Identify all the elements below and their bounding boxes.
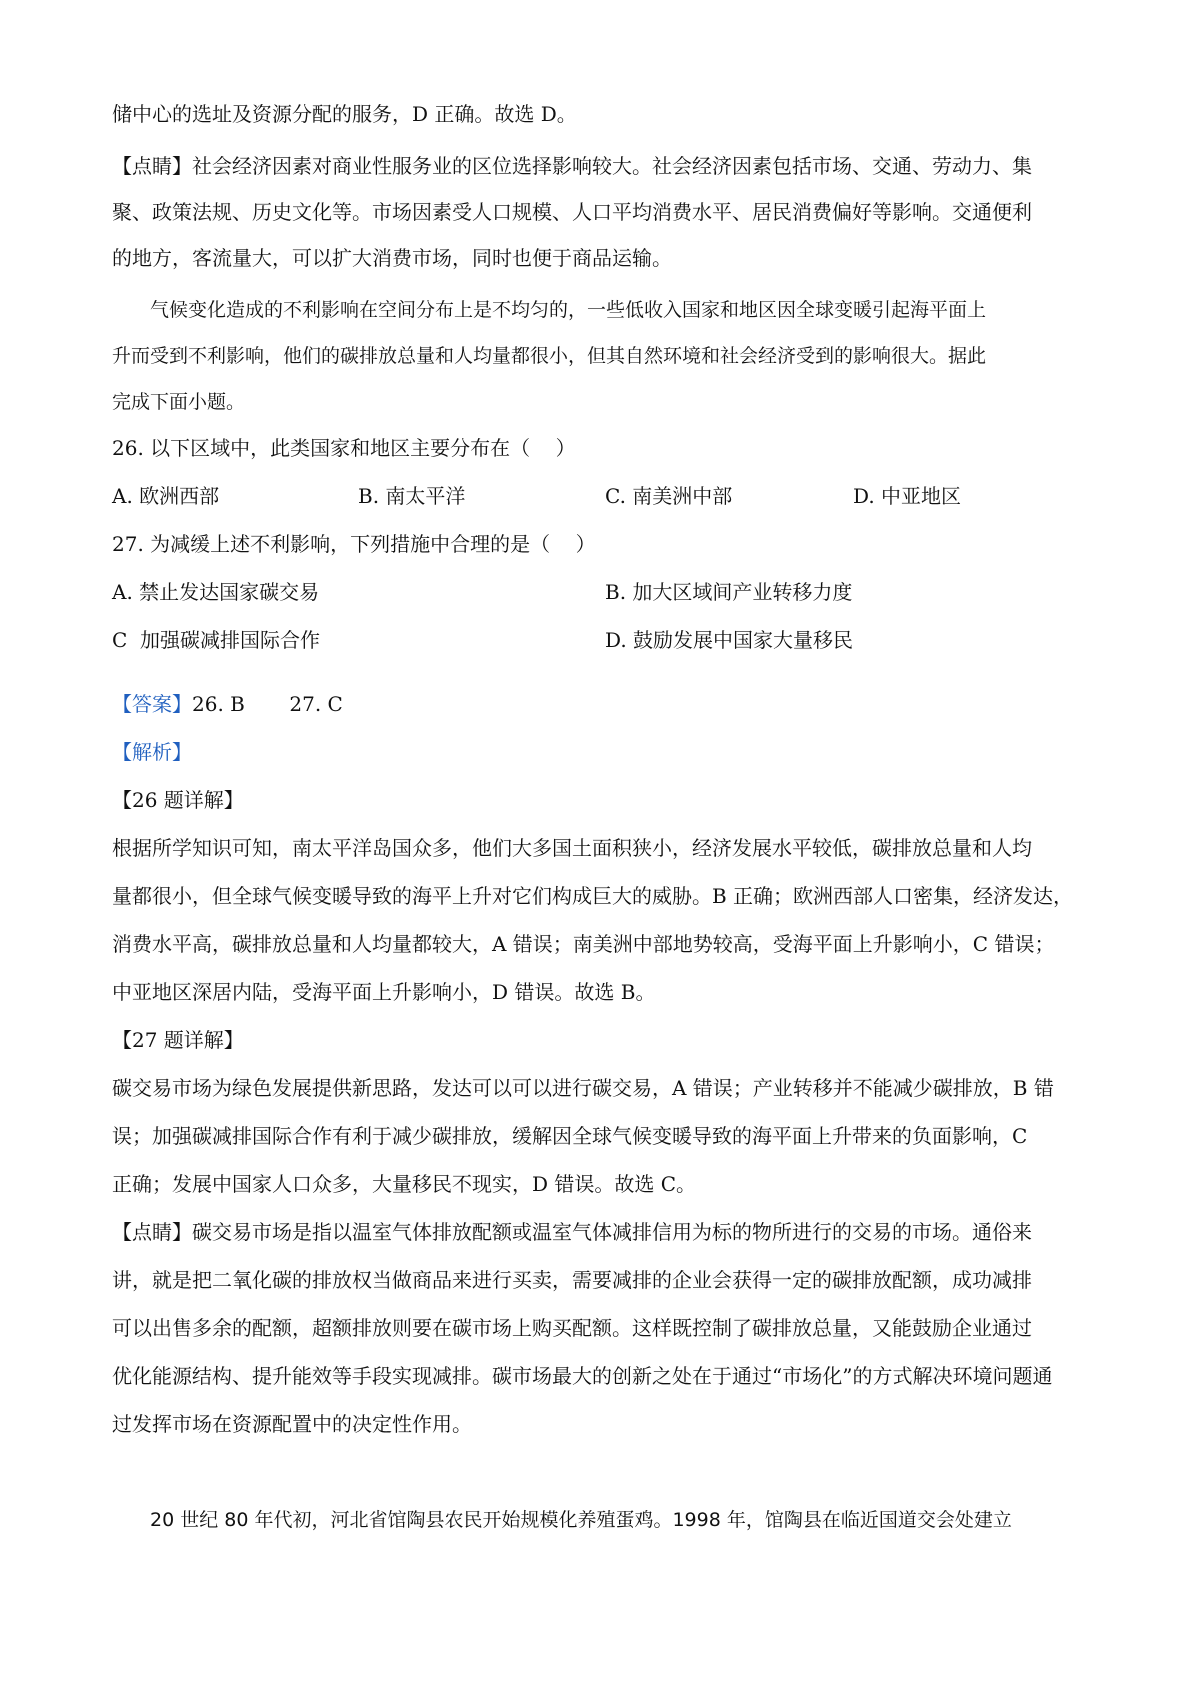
detail-26-title: 【26 题详解】 (112, 788, 244, 812)
q27-option-a: A. 禁止发达国家碳交易 (112, 580, 320, 604)
tip-paragraph-line: 聚、政策法规、历史文化等。市场因素受人口规模、人口平均消费水平、居民消费偏好等影响。交通便利 (112, 200, 1032, 224)
answer-label: 【答案】 (112, 692, 192, 716)
tip-2-line: 可以出售多余的配额，超额排放则要在碳市场上购买配额。这样既控制了碳排放总量，又能鼓励企业通过 (112, 1316, 1032, 1340)
answer-line (112, 690, 343, 718)
question-27: 27. 为减缓上述不利影响，下列措施中合理的是（ ） (112, 532, 596, 556)
q27-option-d: D. 鼓励发展中国家大量移民 (605, 628, 854, 652)
detail-26-line: 根据所学知识可知，南太平洋岛国众多，他们大多国土面积狭小，经济发展水平较低，碳排放总量和人均 (112, 836, 1032, 860)
detail-26-line: 消费水平高，碳排放总量和人均量都较大，A 错误；南美洲中部地势较高，受海平面上升影响小，C 错误； (112, 932, 1055, 956)
tip-2-line: 【点睛】碳交易市场是指以温室气体排放配额或温室气体减排信用为标的物所进行的交易的市场。通俗来 (112, 1220, 1032, 1244)
q26-option-a: A. 欧洲西部 (112, 484, 220, 508)
q26-option-c: C. 南美洲中部 (605, 484, 733, 508)
q26-option-d: D. 中亚地区 (853, 484, 962, 508)
detail-27-line: 碳交易市场为绿色发展提供新思路，发达可以可以进行碳交易，A 错误；产业转移并不能减少碳排放，B 错 (112, 1076, 1054, 1100)
detail-26-line: 中亚地区深居内陆，受海平面上升影响小，D 错误。故选 B。 (112, 980, 656, 1004)
question-stem-line: 气候变化造成的不利影响在空间分布上是不均匀的，一些低收入国家和地区因全球变暖引起海平面上 (150, 299, 987, 321)
question-stem-line: 完成下面小题。 (112, 391, 246, 413)
q27-option-b: B. 加大区域间产业转移力度 (605, 580, 853, 604)
analysis-label: 【解析】 (112, 740, 192, 764)
tip-2-line: 过发挥市场在资源配置中的决定性作用。 (112, 1412, 472, 1436)
previous-answer-tail: 储中心的选址及资源分配的服务，D 正确。故选 D。 (112, 102, 577, 126)
q27-option-c: C 加强碳减排国际合作 (112, 628, 321, 652)
answer-values: 26. B 27. C (192, 692, 343, 716)
detail-27-line: 误；加强碳减排国际合作有利于减少碳排放，缓解因全球气候变暖导致的海平面上升带来的负面影响，C (112, 1124, 1028, 1148)
question-26: 26. 以下区域中，此类国家和地区主要分布在（ ） (112, 436, 576, 460)
detail-26-line: 量都很小，但全球气候变暖导致的海平上升对它们构成巨大的威胁。B 正确；欧洲西部人口密集，经济发达， (112, 884, 1074, 908)
detail-27-line: 正确；发展中国家人口众多，大量移民不现实，D 错误。故选 C。 (112, 1172, 697, 1196)
tip-2-line: 优化能源结构、提升能效等手段实现减排。碳市场最大的创新之处在于通过“市场化”的方式解决环境问题通 (112, 1364, 1053, 1388)
next-question-stem: 20 世纪 80 年代初，河北省馆陶县农民开始规模化养殖蛋鸡。1998 年，馆陶县在临近国道交会处建立 (150, 1509, 1012, 1531)
q26-option-b: B. 南太平洋 (358, 484, 466, 508)
question-stem-line: 升而受到不利影响，他们的碳排放总量和人均量都很小，但其自然环境和社会经济受到的影响很大。据此 (112, 345, 987, 367)
tip-paragraph-line: 的地方，客流量大，可以扩大消费市场，同时也便于商品运输。 (112, 246, 672, 270)
tip-2-line: 讲，就是把二氧化碳的排放权当做商品来进行买卖，需要减排的企业会获得一定的碳排放配额，成功减排 (112, 1268, 1032, 1292)
detail-27-title: 【27 题详解】 (112, 1028, 244, 1052)
tip-paragraph-line: 【点睛】社会经济因素对商业性服务业的区位选择影响较大。社会经济因素包括市场、交通、劳动力、集 (112, 154, 1032, 178)
